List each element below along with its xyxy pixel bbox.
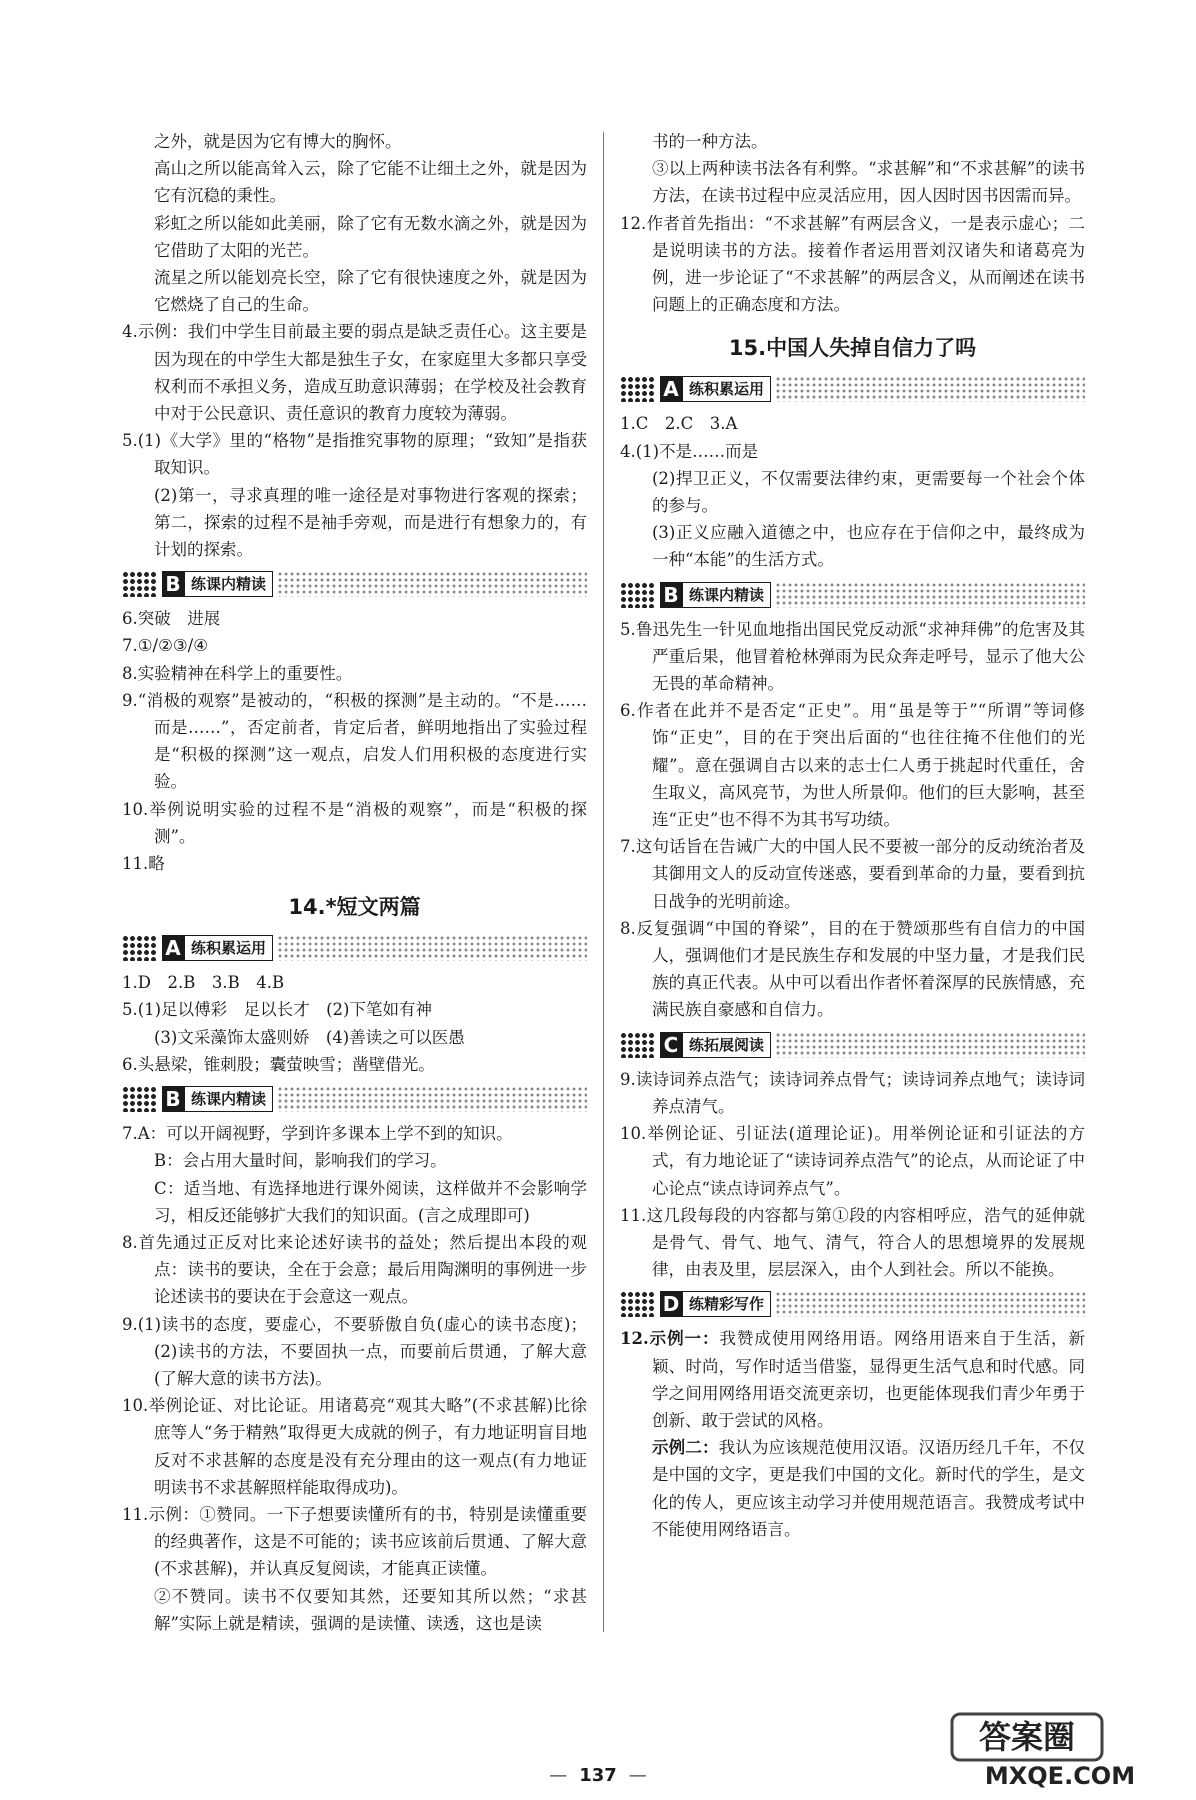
section-label: 练积累运用 bbox=[184, 935, 273, 961]
answer-6: 6.头悬梁，锥刺股；囊萤映雪；凿壁借光。 bbox=[122, 1054, 435, 1074]
answer-6: 6.突破 进展 bbox=[122, 609, 221, 629]
example-label: 示例二： bbox=[652, 1438, 719, 1458]
section-letter: B bbox=[660, 582, 682, 608]
dots-decoration bbox=[122, 1086, 158, 1112]
section-label: 练精彩写作 bbox=[682, 1291, 771, 1317]
section-header-b bbox=[620, 580, 1085, 610]
dots-trail bbox=[775, 582, 1085, 608]
column-divider bbox=[603, 132, 604, 1632]
answer-1-4: 1.D 2.B 3.B 4.B bbox=[122, 973, 285, 993]
text-line: 流星之所以能划亮长空，除了它有很快速度之外，就是因为它燃烧了自己的生命。 bbox=[154, 268, 587, 315]
answer-8: 8.首先通过正反对比来论述好读书的益处；然后提出本段的观点：读书的要诀，全在于会意；最后用陶渊明的事例进一步论述读书的要诀在于会意这一观点。 bbox=[122, 1232, 587, 1307]
dots-trail bbox=[277, 935, 587, 961]
answer-4: 4.示例：我们中学生目前最主要的弱点是缺乏责任心。这主要是因为现在的中学生大都是独生子女，在家庭里大多都只享受权利而不承担义务，造成互助意识薄弱；在学校及社会教育中对于公民意识、责任意识的教育力度较为薄弱。 bbox=[122, 322, 587, 424]
answer-7: 7.①/②③/④ bbox=[122, 636, 209, 656]
answer-4-part1: 4.(1)不是……而是 bbox=[620, 441, 759, 461]
section-label: 练拓展阅读 bbox=[682, 1032, 771, 1058]
answer-9: 9.读诗词养点浩气；读诗词养点骨气；读诗词养点地气；读诗词养点清气。 bbox=[620, 1069, 1085, 1116]
dots-decoration bbox=[620, 582, 656, 608]
answer-5-part1: 5.(1)《大学》里的“格物”是指推究事物的原理；“致知”是指获取知识。 bbox=[122, 431, 587, 478]
lesson-title-15: 15.中国人失掉自信力了吗 bbox=[728, 336, 977, 361]
answer-4-part3: (3)正义应融入道德之中，也应存在于信仰之中，最终成为一种“本能”的生活方式。 bbox=[652, 523, 1085, 570]
answer-12-example2 bbox=[620, 1434, 1085, 1543]
section-header-a bbox=[620, 374, 1085, 404]
dots-decoration bbox=[122, 571, 158, 597]
example-text: 我赞成使用网络用语。网络用语来自于生活，新颖、时尚，写作时适当借鉴，显得更生活气息和时代感。同学之间用网络用语交流更亲切，也更能体现我们青少年勇于创新、敢于尝试的风格。 bbox=[652, 1329, 1085, 1430]
text-line: 书的一种方法。 bbox=[652, 132, 768, 151]
section-label: 练课内精读 bbox=[184, 571, 273, 597]
page-number: — 137 — bbox=[549, 1765, 647, 1786]
section-letter: B bbox=[162, 1086, 184, 1112]
answer-5-part2: (2)第一，寻求真理的唯一途径是对事物进行客观的探索；第二，探索的过程不是袖手旁观，而是进行有想象力的，有计划的探索。 bbox=[154, 485, 587, 560]
watermark-text-bottom: MXQE.COM bbox=[984, 1762, 1136, 1790]
answer-7c: C：适当地、有选择地进行课外阅读，这样做并不会影响学习，相反还能够扩大我们的知识面。(言之成理即可) bbox=[154, 1178, 587, 1225]
answer-5: 5.鲁迅先生一针见血地指出国民党反动派“求神拜佛”的危害及其严重后果，他冒着枪林弹雨为民众奔走呼号，显示了他大公无畏的革命精神。 bbox=[620, 619, 1085, 694]
section-header-d bbox=[620, 1289, 1085, 1319]
dots-trail bbox=[277, 571, 587, 597]
dots-trail bbox=[277, 1086, 587, 1112]
dots-decoration bbox=[122, 935, 158, 961]
answer-10: 10.举例说明实验的过程不是“消极的观察”，而是“积极的探测”。 bbox=[122, 799, 587, 846]
answer-11: 11.略 bbox=[122, 854, 165, 874]
lesson-title-14: 14.*短文两篇 bbox=[288, 895, 421, 920]
example-label: 12.示例一： bbox=[620, 1329, 720, 1349]
answer-4-part2: (2)捍卫正义，不仅需要法律约束，更需要每一个社会个体的参与。 bbox=[652, 468, 1085, 516]
text-line: ③以上两种读书法各有利弊。“求甚解”和“不求甚解”的读书方法，在读书过程中应灵活应用，因人因时因书因需而异。 bbox=[652, 159, 1085, 206]
page-number-value: 137 bbox=[579, 1765, 617, 1786]
section-label: 练课内精读 bbox=[682, 582, 771, 608]
answer-6: 6.作者在此并不是否定“正史”。用“虽是等于”“所谓”等词修饰“正史”，目的在于突出后面的“也往往掩不住他们的光耀”。意在强调自古以来的志士仁人勇于挑起时代重任，舍生取义，高风亮节，为世人所景仰。他们的巨大影响，甚至连“正史”也不得不为其书写功绩。 bbox=[620, 701, 1085, 830]
answer-1-3: 1.C 2.C 3.A bbox=[620, 414, 738, 434]
answer-10: 10.举例论证、引证法(道理论证)。用举例论证和引证法的方式，有力地论证了“读诗词养点浩气”的论点，从而论证了中心论点“读点诗词养点气”。 bbox=[620, 1124, 1085, 1198]
answer-5-part1: 5.(1)足以傅彩 足以长才 (2)下笔如有神 bbox=[122, 1000, 432, 1020]
answer-12-example1 bbox=[620, 1325, 1085, 1434]
answer-7b: B：会占用大量时间，影响我们的学习。 bbox=[154, 1151, 447, 1171]
answer-10: 10.举例论证、对比论证。用诸葛亮“观其大略”(不求甚解)比徐庶等人“务于精熟”取得更大成就的例子，有力地证明盲目地反对不求甚解的态度是没有充分理由的这一观点(有力地证明读书不求甚解照样能取得成功)。 bbox=[122, 1396, 587, 1497]
answer-9: 9.(1)读书的态度，要虚心，不要骄傲自负(虚心的读书态度)；(2)读书的方法，不要固执一点，而要前后贯通，了解大意(了解大意的读书方法)。 bbox=[122, 1314, 587, 1388]
dots-decoration bbox=[620, 376, 656, 402]
answer-9: 9.“消极的观察”是被动的，“积极的探测”是主动的。“不是……而是……”，否定前者，肯定后者，鲜明地指出了实验过程是“积极的探测”这一观点，启发人们用积极的态度进行实验。 bbox=[122, 690, 587, 792]
section-header-b bbox=[122, 1084, 587, 1114]
answer-11b: ②不赞同。读书不仅要知其然，还要知其所以然；“求甚解”实际上就是精读，强调的是读懂、读透，这也是读 bbox=[154, 1586, 587, 1633]
answer-8: 8.实验精神在科学上的重要性。 bbox=[122, 663, 353, 683]
answer-12: 12.作者首先指出：“不求甚解”有两层含义，一是表示虚心；二是说明读书的方法。接着作者运用晋刘汉诸失和诸葛亮为例，进一步论证了“不求甚解”的两层含义，从而阐述在读书问题上的正确态度和方法。 bbox=[620, 213, 1085, 315]
section-header-a bbox=[122, 933, 587, 963]
answer-8: 8.反复强调“中国的脊梁”，目的在于赞颂那些有自信力的中国人，强调他们才是民族生存和发展的中坚力量，才是我们民族的真正代表。从中可以看出作者怀着深厚的民族情感，充满民族自豪感和自信力。 bbox=[620, 918, 1085, 1020]
answer-7: 7.这句话旨在告诫广大的中国人民不要被一部分的反动统治者及其御用文人的反动宣传迷惑，要看到革命的力量，要看到抗日战争的光明前途。 bbox=[620, 837, 1085, 911]
section-letter: D bbox=[660, 1291, 682, 1317]
dots-decoration bbox=[620, 1032, 656, 1058]
text-line: 高山之所以能高耸入云，除了它能不让细土之外，就是因为它有沉稳的秉性。 bbox=[154, 159, 587, 206]
answer-11: 11.这几段每段的内容都与第①段的内容相呼应，浩气的延伸就是骨气、骨气、地气、清气，符合人的思想境界的发展规律，由表及里，层层深入，由个人到社会。所以不能换。 bbox=[620, 1205, 1085, 1280]
section-header-b bbox=[122, 569, 587, 599]
section-label: 练积累运用 bbox=[682, 376, 771, 402]
section-header-c bbox=[620, 1030, 1085, 1060]
example-text: 我认为应该规范使用汉语。汉语历经几千年，不仅是中国的文字，更是我们中国的文化。新时代的学生，是文化的传人，更应该主动学习并使用规范语言。我赞成考试中不能使用网络语言。 bbox=[652, 1438, 1086, 1539]
section-letter: A bbox=[660, 376, 682, 402]
text-line: 之外，就是因为它有博大的胸怀。 bbox=[154, 132, 402, 151]
answer-5-part2: (3)文采藻饰太盛则娇 (4)善读之可以医愚 bbox=[154, 1027, 465, 1047]
dots-trail bbox=[775, 376, 1085, 402]
answer-7a: 7.A：可以开阔视野，学到许多课本上学不到的知识。 bbox=[122, 1124, 513, 1144]
watermark-text-top: 答案圈 bbox=[978, 1718, 1076, 1756]
section-letter: B bbox=[162, 571, 184, 597]
section-letter: A bbox=[162, 935, 184, 961]
dots-trail bbox=[775, 1291, 1085, 1317]
left-column bbox=[122, 128, 587, 1637]
dots-decoration bbox=[620, 1291, 656, 1317]
dots-trail bbox=[775, 1032, 1085, 1058]
right-column bbox=[620, 128, 1085, 1543]
answer-11a: 11.示例：①赞同。一下子想要读懂所有的书，特别是读懂重要的经典著作，这是不可能的；读书应该前后贯通、了解大意(不求甚解)，并认真反复阅读，才能真正读懂。 bbox=[122, 1504, 587, 1579]
section-label: 练课内精读 bbox=[184, 1086, 273, 1112]
section-letter: C bbox=[660, 1032, 682, 1058]
text-line: 彩虹之所以能如此美丽，除了它有无数水滴之外，就是因为它借助了太阳的光芒。 bbox=[154, 213, 587, 260]
watermark-logo bbox=[950, 1710, 1170, 1790]
